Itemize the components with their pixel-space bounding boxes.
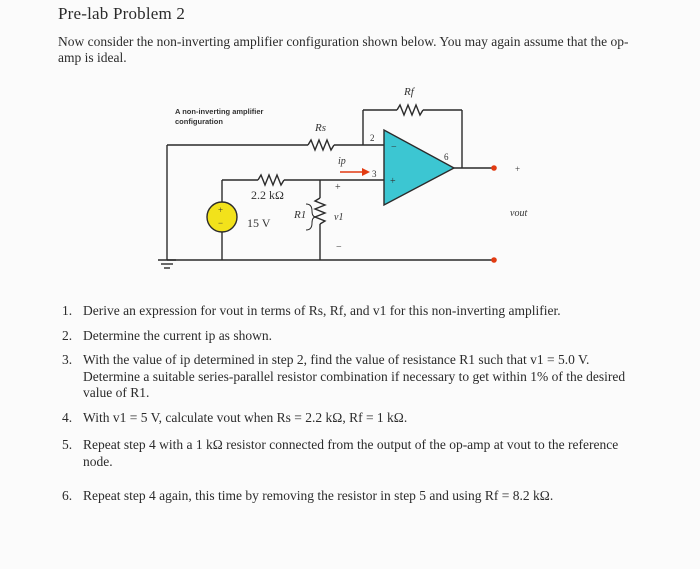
question-item bbox=[62, 410, 632, 427]
r1-resistor bbox=[315, 198, 325, 224]
question-text: Repeat step 4 with a 1 kΩ resistor connected from the output of the op-amp at vout to the reference node. bbox=[83, 437, 619, 469]
question-item bbox=[62, 488, 632, 505]
question-item bbox=[62, 328, 632, 345]
pin-2-label: 2 bbox=[370, 133, 375, 143]
output-terminal-top bbox=[491, 165, 497, 171]
question-number: 2. bbox=[62, 327, 73, 343]
question-number: 5. bbox=[62, 437, 73, 452]
question-text: Derive an expression for vout in terms of Rs, Rf, and v1 for this non-inverting amplifier. bbox=[83, 303, 561, 318]
rf-resistor bbox=[397, 105, 423, 115]
source-value-label: 15 V bbox=[247, 216, 271, 230]
circuit-caption-line2: configuration bbox=[175, 117, 223, 126]
pin-3-label: 3 bbox=[372, 169, 377, 179]
question-text: With v1 = 5 V, calculate vout when Rs = 2.2 kΩ, Rf = 1 kΩ. bbox=[83, 409, 408, 425]
question-number: 1. bbox=[62, 303, 73, 318]
rf-label: Rf bbox=[404, 86, 414, 98]
question-number: 4. bbox=[62, 409, 73, 425]
question-list bbox=[62, 303, 632, 513]
v1-plus: + bbox=[335, 182, 341, 193]
r1-brace bbox=[306, 204, 316, 230]
question-item bbox=[62, 352, 632, 402]
ip-label: ip bbox=[338, 156, 346, 167]
question-text: With the value of ip determined in step 2, find the value of resistance R1 such that v1 = 5.0 V. Determine a suitable series-parallel resistor combination if necessary to get within 1% of the desired value of R1. bbox=[83, 352, 626, 400]
page-title: Pre-lab Problem 2 bbox=[58, 4, 186, 23]
source-minus: − bbox=[218, 218, 224, 228]
output-terminal-bottom bbox=[491, 257, 497, 263]
source-resistor bbox=[258, 175, 284, 185]
question-text: Determine the current ip as shown. bbox=[83, 327, 272, 343]
question-text: Repeat step 4 again, this time by removing the resistor in step 5 and using Rf = 8.2 kΩ. bbox=[83, 488, 554, 503]
question-number: 3. bbox=[62, 352, 73, 367]
output-plus: + bbox=[515, 164, 521, 174]
resistor-value-label: 2.2 kΩ bbox=[251, 188, 284, 202]
question-item bbox=[62, 437, 632, 470]
vout-label: vout bbox=[510, 208, 528, 219]
question-number: 6. bbox=[62, 488, 73, 503]
rs-label: Rs bbox=[315, 122, 326, 134]
ip-arrow-head bbox=[362, 168, 370, 176]
rs-resistor bbox=[308, 140, 334, 150]
opamp-minus: − bbox=[391, 142, 397, 153]
r1-label: R1 bbox=[294, 209, 307, 221]
pin-6-label: 6 bbox=[444, 152, 449, 162]
v1-minus: − bbox=[336, 242, 342, 253]
v1-label: v1 bbox=[334, 212, 344, 223]
intro-paragraph: Now consider the non-inverting amplifier configuration shown below. You may again assume that the op-amp is ideal. bbox=[58, 34, 629, 65]
question-item bbox=[62, 303, 632, 320]
source-plus: + bbox=[218, 205, 224, 215]
circuit-caption-line1: A non-inverting amplifier bbox=[175, 107, 264, 116]
opamp-plus: + bbox=[390, 176, 396, 187]
